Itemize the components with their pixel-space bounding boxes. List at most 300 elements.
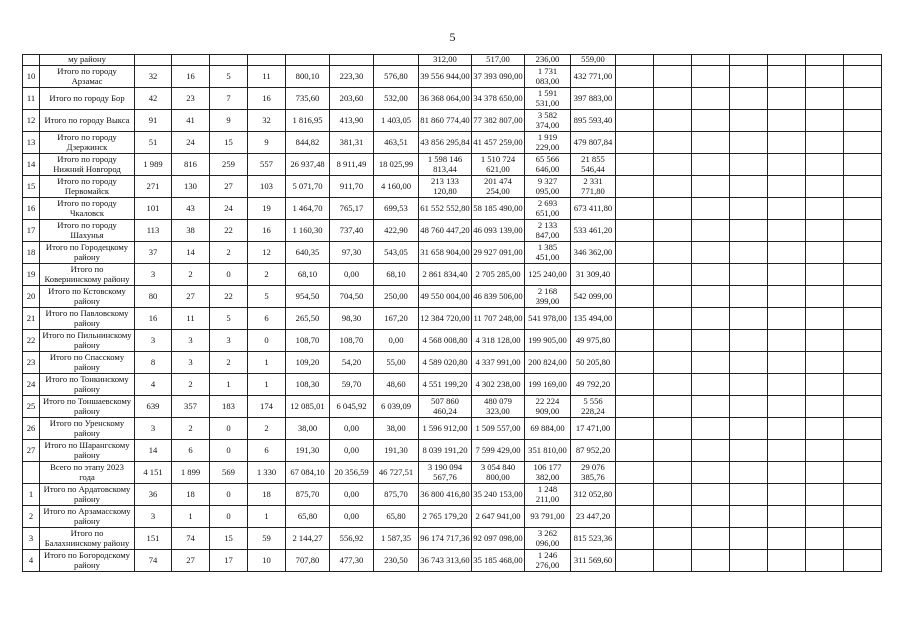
value-cell: 14 bbox=[135, 440, 172, 462]
value-cell: 3 bbox=[135, 418, 172, 440]
table-row bbox=[23, 330, 882, 352]
value-cell: 21 855 546,44 bbox=[571, 154, 616, 176]
empty-cell bbox=[806, 506, 844, 528]
empty-cell bbox=[806, 440, 844, 462]
empty-cell bbox=[692, 154, 730, 176]
empty-cell bbox=[730, 440, 768, 462]
value-cell: 1 bbox=[248, 506, 286, 528]
value-cell: 0,00 bbox=[330, 506, 374, 528]
value-cell: 6 039,09 bbox=[374, 396, 419, 418]
value-cell: 2 861 834,40 bbox=[419, 264, 472, 286]
empty-cell bbox=[616, 418, 654, 440]
value-cell: 6 bbox=[172, 440, 210, 462]
value-cell: 14 bbox=[172, 242, 210, 264]
table-row bbox=[23, 264, 882, 286]
value-cell: 11 bbox=[248, 66, 286, 88]
table-row bbox=[23, 110, 882, 132]
row-name-cell: Итого по Шарангскому району bbox=[40, 440, 135, 462]
row-name-cell: Итого по городу Дзержинск bbox=[40, 132, 135, 154]
value-cell: 4 151 bbox=[135, 462, 172, 484]
value-cell: 2 bbox=[248, 418, 286, 440]
empty-cell bbox=[844, 176, 882, 198]
empty-cell bbox=[616, 440, 654, 462]
empty-cell bbox=[844, 110, 882, 132]
empty-cell bbox=[730, 396, 768, 418]
value-cell: 4 bbox=[135, 374, 172, 396]
value-cell: 32 bbox=[248, 110, 286, 132]
value-cell: 422,90 bbox=[374, 220, 419, 242]
value-cell: 2 bbox=[172, 374, 210, 396]
empty-cell bbox=[616, 462, 654, 484]
value-cell: 1 596 912,00 bbox=[419, 418, 472, 440]
empty-cell bbox=[806, 198, 844, 220]
value-cell: 199 905,00 bbox=[525, 330, 571, 352]
value-cell: 875,70 bbox=[286, 484, 330, 506]
value-cell: 69 884,00 bbox=[525, 418, 571, 440]
value-cell: 569 bbox=[210, 462, 248, 484]
value-cell: 27 bbox=[172, 550, 210, 572]
value-cell: 97,30 bbox=[330, 242, 374, 264]
value-cell: 23 447,20 bbox=[571, 506, 616, 528]
empty-cell bbox=[806, 396, 844, 418]
empty-cell bbox=[806, 418, 844, 440]
value-cell: 17 bbox=[210, 550, 248, 572]
value-cell: 1 246 276,00 bbox=[525, 550, 571, 572]
row-name-cell: Итого по Балахнинскому району bbox=[40, 528, 135, 550]
empty-cell bbox=[844, 330, 882, 352]
empty-cell bbox=[768, 506, 806, 528]
empty-cell bbox=[654, 528, 692, 550]
empty-cell bbox=[730, 462, 768, 484]
value-cell: 11 707 248,00 bbox=[472, 308, 525, 330]
value-cell: 38,00 bbox=[286, 418, 330, 440]
value-cell: 135 494,00 bbox=[571, 308, 616, 330]
empty-cell bbox=[806, 352, 844, 374]
value-cell bbox=[374, 55, 419, 66]
value-cell: 108,70 bbox=[330, 330, 374, 352]
value-cell: 735,60 bbox=[286, 88, 330, 110]
empty-cell bbox=[654, 176, 692, 198]
value-cell: 8 911,49 bbox=[330, 154, 374, 176]
value-cell bbox=[286, 55, 330, 66]
empty-cell bbox=[654, 418, 692, 440]
empty-cell bbox=[692, 242, 730, 264]
empty-cell bbox=[654, 88, 692, 110]
row-number-cell: 3 bbox=[23, 528, 40, 550]
empty-cell bbox=[616, 286, 654, 308]
value-cell: 1 989 bbox=[135, 154, 172, 176]
value-cell: 351 810,00 bbox=[525, 440, 571, 462]
value-cell: 50 205,80 bbox=[571, 352, 616, 374]
value-cell: 0,00 bbox=[374, 330, 419, 352]
empty-cell bbox=[844, 264, 882, 286]
empty-cell bbox=[730, 176, 768, 198]
empty-cell bbox=[654, 374, 692, 396]
value-cell: 174 bbox=[248, 396, 286, 418]
value-cell: 29 076 385,76 bbox=[571, 462, 616, 484]
empty-cell bbox=[806, 550, 844, 572]
row-number-cell: 14 bbox=[23, 154, 40, 176]
row-name-cell: Итого по Пильнинскому району bbox=[40, 330, 135, 352]
value-cell: 151 bbox=[135, 528, 172, 550]
value-cell: 479 807,84 bbox=[571, 132, 616, 154]
row-number-cell bbox=[23, 55, 40, 66]
empty-cell bbox=[654, 264, 692, 286]
row-number-cell: 12 bbox=[23, 110, 40, 132]
row-number-cell: 17 bbox=[23, 220, 40, 242]
row-name-cell: Итого по Ардатовскому району bbox=[40, 484, 135, 506]
empty-cell bbox=[806, 308, 844, 330]
row-name-cell: Итого по Богородскому району bbox=[40, 550, 135, 572]
empty-cell bbox=[844, 88, 882, 110]
value-cell bbox=[330, 55, 374, 66]
empty-cell bbox=[806, 220, 844, 242]
row-number-cell: 24 bbox=[23, 374, 40, 396]
value-cell: 23 bbox=[172, 88, 210, 110]
empty-cell bbox=[692, 484, 730, 506]
value-cell: 815 523,36 bbox=[571, 528, 616, 550]
value-cell: 3 bbox=[172, 330, 210, 352]
value-cell: 10 bbox=[248, 550, 286, 572]
value-cell: 22 bbox=[210, 286, 248, 308]
value-cell: 2 144,27 bbox=[286, 528, 330, 550]
value-cell: 1 160,30 bbox=[286, 220, 330, 242]
empty-cell bbox=[692, 396, 730, 418]
value-cell: 1 598 146 813,44 bbox=[419, 154, 472, 176]
row-name-cell: Итого по Павловскому району bbox=[40, 308, 135, 330]
value-cell: 4 337 991,00 bbox=[472, 352, 525, 374]
row-number-cell: 13 bbox=[23, 132, 40, 154]
empty-cell bbox=[616, 550, 654, 572]
row-number-cell: 25 bbox=[23, 396, 40, 418]
empty-cell bbox=[768, 242, 806, 264]
empty-cell bbox=[692, 264, 730, 286]
table-row bbox=[23, 352, 882, 374]
row-name-cell: му району bbox=[40, 55, 135, 66]
value-cell: 271 bbox=[135, 176, 172, 198]
empty-cell bbox=[806, 330, 844, 352]
value-cell: 34 378 650,00 bbox=[472, 88, 525, 110]
value-cell: 542 099,00 bbox=[571, 286, 616, 308]
value-cell: 0,00 bbox=[330, 484, 374, 506]
empty-cell bbox=[768, 88, 806, 110]
empty-cell bbox=[730, 88, 768, 110]
data-table bbox=[22, 54, 882, 572]
value-cell: 1 385 451,00 bbox=[525, 242, 571, 264]
value-cell: 0 bbox=[210, 440, 248, 462]
empty-cell bbox=[730, 528, 768, 550]
value-cell: 0,00 bbox=[330, 440, 374, 462]
value-cell: 108,70 bbox=[286, 330, 330, 352]
empty-cell bbox=[806, 484, 844, 506]
empty-cell bbox=[806, 242, 844, 264]
row-number-cell: 2 bbox=[23, 506, 40, 528]
value-cell: 0 bbox=[210, 418, 248, 440]
empty-cell bbox=[844, 286, 882, 308]
value-cell: 98,30 bbox=[330, 308, 374, 330]
value-cell: 38 bbox=[172, 220, 210, 242]
empty-cell bbox=[768, 550, 806, 572]
empty-cell bbox=[654, 308, 692, 330]
row-number-cell bbox=[23, 462, 40, 484]
value-cell: 432 771,00 bbox=[571, 66, 616, 88]
empty-cell bbox=[730, 330, 768, 352]
empty-cell bbox=[692, 55, 730, 66]
value-cell: 4 318 128,00 bbox=[472, 330, 525, 352]
value-cell: 67 084,10 bbox=[286, 462, 330, 484]
empty-cell bbox=[768, 308, 806, 330]
value-cell: 65,80 bbox=[286, 506, 330, 528]
value-cell: 16 bbox=[248, 220, 286, 242]
value-cell: 0,00 bbox=[330, 418, 374, 440]
value-cell: 191,30 bbox=[374, 440, 419, 462]
row-number-cell: 18 bbox=[23, 242, 40, 264]
value-cell: 41 bbox=[172, 110, 210, 132]
empty-cell bbox=[692, 198, 730, 220]
empty-cell bbox=[730, 308, 768, 330]
value-cell: 20 356,59 bbox=[330, 462, 374, 484]
empty-cell bbox=[616, 88, 654, 110]
value-cell: 200 824,00 bbox=[525, 352, 571, 374]
table-row bbox=[23, 396, 882, 418]
value-cell: 1 899 bbox=[172, 462, 210, 484]
empty-cell bbox=[616, 330, 654, 352]
empty-cell bbox=[616, 55, 654, 66]
table-row bbox=[23, 286, 882, 308]
empty-cell bbox=[692, 418, 730, 440]
value-cell: 381,31 bbox=[330, 132, 374, 154]
value-cell: 9 327 095,00 bbox=[525, 176, 571, 198]
value-cell: 4 589 020,80 bbox=[419, 352, 472, 374]
empty-cell bbox=[692, 330, 730, 352]
empty-cell bbox=[844, 352, 882, 374]
value-cell: 357 bbox=[172, 396, 210, 418]
value-cell: 699,53 bbox=[374, 198, 419, 220]
empty-cell bbox=[768, 374, 806, 396]
empty-cell bbox=[844, 528, 882, 550]
empty-cell bbox=[768, 176, 806, 198]
value-cell: 557 bbox=[248, 154, 286, 176]
value-cell: 3 054 840 800,00 bbox=[472, 462, 525, 484]
empty-cell bbox=[692, 550, 730, 572]
empty-cell bbox=[654, 132, 692, 154]
empty-cell bbox=[844, 66, 882, 88]
value-cell: 1 731 083,00 bbox=[525, 66, 571, 88]
value-cell: 39 556 944,00 bbox=[419, 66, 472, 88]
value-cell: 2 bbox=[172, 264, 210, 286]
value-cell: 201 474 254,00 bbox=[472, 176, 525, 198]
empty-cell bbox=[616, 176, 654, 198]
value-cell: 65 566 646,00 bbox=[525, 154, 571, 176]
value-cell: 413,90 bbox=[330, 110, 374, 132]
value-cell: 3 bbox=[210, 330, 248, 352]
value-cell: 2 bbox=[172, 418, 210, 440]
value-cell: 397 883,00 bbox=[571, 88, 616, 110]
value-cell: 43 bbox=[172, 198, 210, 220]
table-row bbox=[23, 484, 882, 506]
empty-cell bbox=[692, 352, 730, 374]
value-cell: 3 262 096,00 bbox=[525, 528, 571, 550]
empty-cell bbox=[844, 308, 882, 330]
empty-cell bbox=[768, 462, 806, 484]
table-row bbox=[23, 374, 882, 396]
value-cell: 24 bbox=[172, 132, 210, 154]
row-number-cell: 27 bbox=[23, 440, 40, 462]
table-row bbox=[23, 308, 882, 330]
empty-cell bbox=[806, 110, 844, 132]
empty-cell bbox=[692, 374, 730, 396]
value-cell: 68,10 bbox=[286, 264, 330, 286]
value-cell: 65,80 bbox=[374, 506, 419, 528]
row-name-cell: Итого по городу Арзамас bbox=[40, 66, 135, 88]
value-cell: 74 bbox=[172, 528, 210, 550]
empty-cell bbox=[692, 308, 730, 330]
value-cell: 5 bbox=[210, 308, 248, 330]
value-cell: 103 bbox=[248, 176, 286, 198]
value-cell: 16 bbox=[172, 66, 210, 88]
empty-cell bbox=[616, 132, 654, 154]
value-cell: 46 093 139,00 bbox=[472, 220, 525, 242]
row-number-cell: 21 bbox=[23, 308, 40, 330]
empty-cell bbox=[768, 110, 806, 132]
empty-cell bbox=[654, 198, 692, 220]
value-cell: 167,20 bbox=[374, 308, 419, 330]
empty-cell bbox=[654, 110, 692, 132]
value-cell: 5 071,70 bbox=[286, 176, 330, 198]
value-cell: 36 bbox=[135, 484, 172, 506]
empty-cell bbox=[692, 506, 730, 528]
value-cell: 4 568 008,80 bbox=[419, 330, 472, 352]
value-cell: 2 bbox=[210, 352, 248, 374]
value-cell: 31 658 904,00 bbox=[419, 242, 472, 264]
empty-cell bbox=[730, 220, 768, 242]
value-cell: 0 bbox=[210, 506, 248, 528]
value-cell: 559,00 bbox=[571, 55, 616, 66]
value-cell: 265,50 bbox=[286, 308, 330, 330]
empty-cell bbox=[730, 286, 768, 308]
table-row bbox=[23, 88, 882, 110]
value-cell: 2 133 847,00 bbox=[525, 220, 571, 242]
value-cell: 816 bbox=[172, 154, 210, 176]
value-cell: 213 133 120,80 bbox=[419, 176, 472, 198]
value-cell: 1 248 211,00 bbox=[525, 484, 571, 506]
row-name-cell: Итого по Арзамасскому району bbox=[40, 506, 135, 528]
empty-cell bbox=[730, 550, 768, 572]
empty-cell bbox=[616, 154, 654, 176]
value-cell: 96 174 717,36 bbox=[419, 528, 472, 550]
value-cell: 5 556 228,24 bbox=[571, 396, 616, 418]
value-cell: 91 bbox=[135, 110, 172, 132]
value-cell: 35 185 468,00 bbox=[472, 550, 525, 572]
empty-cell bbox=[730, 506, 768, 528]
empty-cell bbox=[730, 154, 768, 176]
empty-cell bbox=[654, 462, 692, 484]
table-row bbox=[23, 440, 882, 462]
value-cell: 6 bbox=[248, 308, 286, 330]
value-cell: 16 bbox=[248, 88, 286, 110]
value-cell: 346 362,00 bbox=[571, 242, 616, 264]
value-cell: 911,70 bbox=[330, 176, 374, 198]
value-cell: 3 bbox=[135, 264, 172, 286]
value-cell bbox=[248, 55, 286, 66]
value-cell: 0 bbox=[248, 330, 286, 352]
empty-cell bbox=[844, 220, 882, 242]
value-cell: 31 309,40 bbox=[571, 264, 616, 286]
value-cell: 2 647 941,00 bbox=[472, 506, 525, 528]
value-cell: 16 bbox=[135, 308, 172, 330]
empty-cell bbox=[654, 66, 692, 88]
value-cell: 533 461,20 bbox=[571, 220, 616, 242]
value-cell: 463,51 bbox=[374, 132, 419, 154]
value-cell: 15 bbox=[210, 528, 248, 550]
empty-cell bbox=[844, 440, 882, 462]
value-cell: 54,20 bbox=[330, 352, 374, 374]
value-cell: 49 975,80 bbox=[571, 330, 616, 352]
table-row bbox=[23, 462, 882, 484]
empty-cell bbox=[806, 462, 844, 484]
empty-cell bbox=[768, 264, 806, 286]
empty-cell bbox=[654, 286, 692, 308]
value-cell: 800,10 bbox=[286, 66, 330, 88]
value-cell: 9 bbox=[210, 110, 248, 132]
empty-cell bbox=[806, 286, 844, 308]
value-cell: 36 800 416,80 bbox=[419, 484, 472, 506]
empty-cell bbox=[692, 286, 730, 308]
value-cell: 12 bbox=[248, 242, 286, 264]
table-row bbox=[23, 550, 882, 572]
value-cell: 2 765 179,20 bbox=[419, 506, 472, 528]
empty-cell bbox=[844, 462, 882, 484]
empty-cell bbox=[768, 352, 806, 374]
empty-cell bbox=[844, 550, 882, 572]
value-cell: 18 025,99 bbox=[374, 154, 419, 176]
empty-cell bbox=[654, 55, 692, 66]
value-cell: 556,92 bbox=[330, 528, 374, 550]
row-name-cell: Итого по Уренскому району bbox=[40, 418, 135, 440]
value-cell: 35 240 153,00 bbox=[472, 484, 525, 506]
value-cell: 250,00 bbox=[374, 286, 419, 308]
value-cell: 51 bbox=[135, 132, 172, 154]
value-cell: 639 bbox=[135, 396, 172, 418]
value-cell: 125 240,00 bbox=[525, 264, 571, 286]
value-cell: 29 927 091,00 bbox=[472, 242, 525, 264]
value-cell: 46 839 506,00 bbox=[472, 286, 525, 308]
value-cell: 49 550 004,00 bbox=[419, 286, 472, 308]
empty-cell bbox=[806, 154, 844, 176]
value-cell: 77 382 807,00 bbox=[472, 110, 525, 132]
value-cell: 108,30 bbox=[286, 374, 330, 396]
empty-cell bbox=[768, 154, 806, 176]
row-name-cell: Итого по Городецкому району bbox=[40, 242, 135, 264]
table-row bbox=[23, 154, 882, 176]
value-cell: 37 393 090,00 bbox=[472, 66, 525, 88]
row-name-cell: Итого по Кстовскому району bbox=[40, 286, 135, 308]
value-cell: 6 045,92 bbox=[330, 396, 374, 418]
value-cell: 24 bbox=[210, 198, 248, 220]
row-name-cell: Итого по городу Выкса bbox=[40, 110, 135, 132]
empty-cell bbox=[730, 55, 768, 66]
value-cell: 7 599 429,00 bbox=[472, 440, 525, 462]
value-cell: 895 593,40 bbox=[571, 110, 616, 132]
row-number-cell: 15 bbox=[23, 176, 40, 198]
empty-cell bbox=[806, 176, 844, 198]
value-cell: 101 bbox=[135, 198, 172, 220]
value-cell: 1 bbox=[248, 374, 286, 396]
empty-cell bbox=[616, 242, 654, 264]
empty-cell bbox=[806, 88, 844, 110]
empty-cell bbox=[806, 132, 844, 154]
value-cell: 765,17 bbox=[330, 198, 374, 220]
